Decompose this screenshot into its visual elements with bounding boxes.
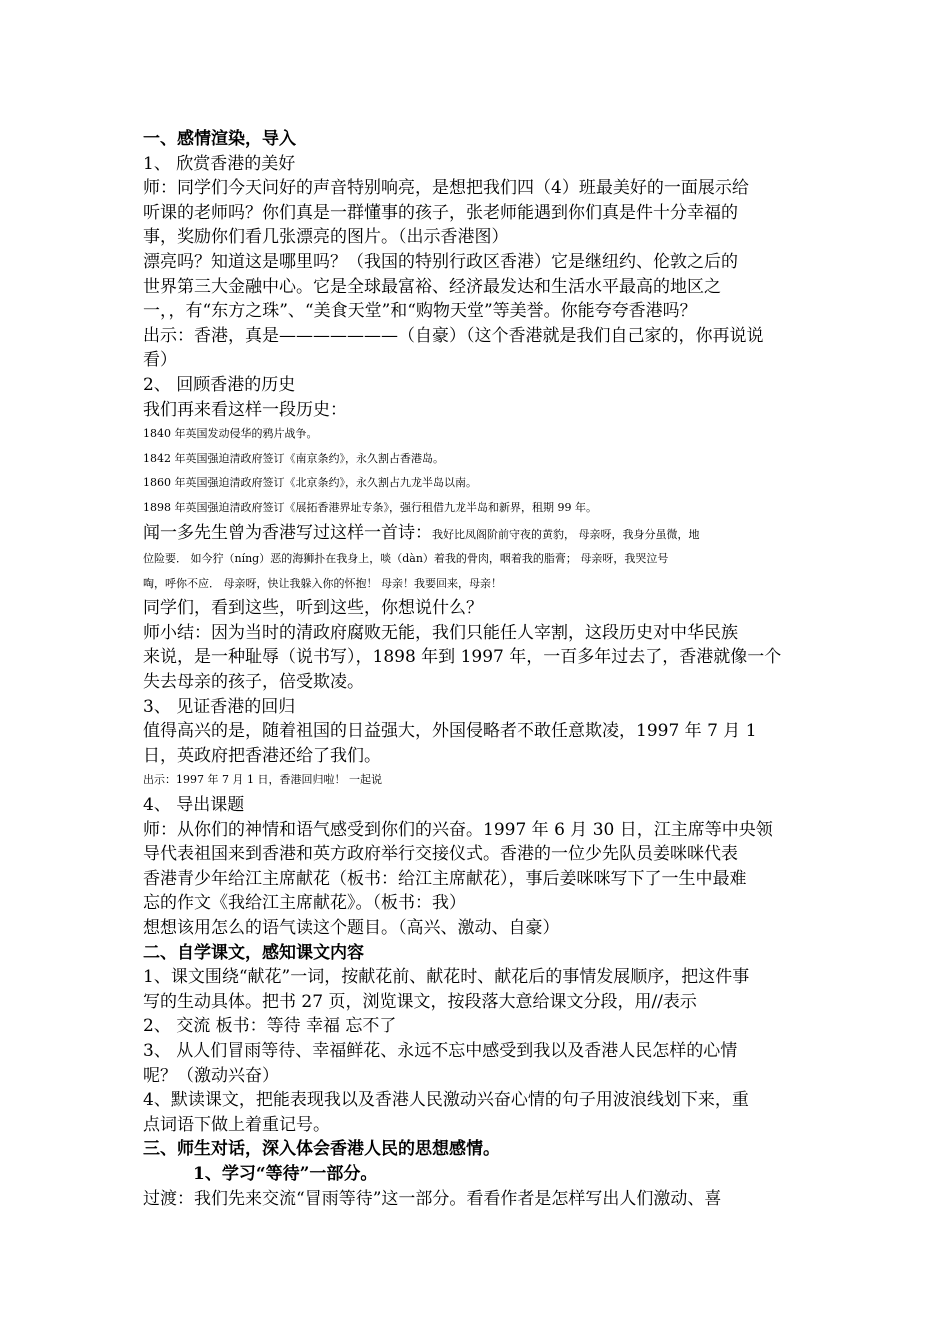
line-text: 闻一多先生曾为香港写过这样一首诗：: [143, 522, 432, 543]
text-line: 一，，有“东方之珠”、“美食天堂”和“购物天堂”等美誉。你能夸夸香港吗？: [143, 301, 697, 322]
document-page: [143, 127, 813, 1211]
text-line: 日，英政府把香港还给了我们。: [143, 745, 381, 766]
text-line: 事，奖励你们看几张漂亮的图片。（出示香港图）: [143, 227, 509, 248]
section-heading: 三、师生对话，深入体会香港人民的思想感情。: [143, 1139, 500, 1160]
text-line: 我们再来看这样一段历史：: [143, 399, 347, 420]
text-line: 同学们，看到这些，听到这些，你想说什么？: [143, 598, 483, 619]
text-line: [143, 521, 813, 548]
text-line: 1、课文围绕“献花”一词，按献花前、献花时、献花后的事情发展顺序，把这件事: [143, 967, 750, 988]
text-line: 导代表祖国来到香港和英方政府举行交接仪式。香港的一位少先队员姜咪咪代表: [143, 844, 738, 865]
text-line: 听课的老师吗？你们真是一群懂事的孩子，张老师能遇到你们真是件十分幸福的: [143, 202, 738, 223]
small-text-line: 1898 年英国强迫清政府签订《展拓香港界址专条》，强行租借九龙半岛和新界，租期 99 年。: [143, 500, 597, 514]
section-heading: 一、感情渲染，导入: [143, 129, 296, 149]
text-line: 师：从你们的神情和语气感受到你们的兴奋。1997 年 6 月 30 日，江主席等中央领: [143, 819, 773, 840]
text-line: 忘的作文《我给江主席献花》。（板书：我）: [143, 893, 466, 914]
text-line: 出示：香港，真是———————（自豪）（这个香港就是我们自己家的，你再说说: [143, 325, 764, 346]
text-line: 呢？（激动兴奋）: [143, 1065, 279, 1086]
text-line: 写的生动具体。把书 27 页，浏览课文，按段落大意给课文分段，用//表示: [143, 991, 697, 1012]
text-line: 过渡：我们先来交流“冒雨等待”这一部分。看看作者是怎样写出人们激动、喜: [143, 1188, 722, 1209]
small-text-line: 位险要． 如今狞（níng）恶的海狮扑在我身上，啖（dàn）着我的骨肉，咽着我的脂膏； 母亲呀，我哭泣号: [143, 552, 669, 566]
text-line: 师小结：因为当时的清政府腐败无能，我们只能任人宰割，这段历史对中华民族: [143, 622, 738, 643]
text-line: 3、 从人们冒雨等待、幸福鲜花、永远不忘中感受到我以及香港人民怎样的心情: [143, 1040, 738, 1061]
text-line: 4、默读课文，把能表现我以及香港人民激动兴奋心情的句子用波浪线划下来，重: [143, 1090, 749, 1111]
text-line: 1、 欣赏香港的美好: [143, 153, 296, 174]
small-text-line: 出示：1997 年 7 月 1 日，香港回归啦！ 一起说: [143, 773, 382, 787]
small-text-line: 1860 年英国强迫清政府签订《北京条约》，永久割占九龙半岛以南。: [143, 476, 477, 490]
text-line: 值得高兴的是，随着祖国的日益强大，外国侵略者不敢任意欺凌，1997 年 7 月 1: [143, 721, 757, 742]
text-line: 点词语下做上着重记号。: [143, 1114, 330, 1135]
section-heading: 二、自学课文，感知课文内容: [143, 942, 364, 963]
text-line: 来说，是一种耻辱（说书写），1898 年到 1997 年，一百多年过去了，香港就像一个: [143, 647, 782, 668]
poem-text: 我好比凤阁阶前守夜的黄豹， 母亲呀，我身分虽微，地: [432, 527, 700, 541]
text-line: 香港青少年给江主席献花（板书：给江主席献花），事后姜咪咪写下了一生中最难: [143, 868, 747, 889]
text-line: 4、 导出课题: [143, 795, 245, 816]
subsection-heading: 1、学习“等待”一部分。: [193, 1163, 378, 1184]
text-line: 漂亮吗？知道这是哪里吗？（我国的特别行政区香港）它是继纽约、伦敦之后的: [143, 251, 738, 272]
small-text-line: 啕，呼你不应． 母亲呀，快让我躲入你的怀抱！ 母亲！我要回来，母亲！: [143, 576, 502, 590]
small-text-line: 1842 年英国强迫清政府签订《南京条约》，永久割占香港岛。: [143, 451, 444, 465]
text-line: 师：同学们今天问好的声音特别响亮，是想把我们四（4）班最美好的一面展示给: [143, 178, 749, 199]
text-line: 2、 交流 板书：等待 幸福 忘不了: [143, 1016, 397, 1037]
text-line: 想想该用怎么的语气读这个题目。（高兴、激动、自豪）: [143, 918, 560, 938]
small-text-line: 1840 年英国发动侵华的鸦片战争。: [143, 427, 318, 441]
text-line: 看）: [143, 350, 177, 371]
text-line: 世界第三大金融中心。它是全球最富裕、经济最发达和生活水平最高的地区之: [143, 276, 721, 297]
text-line: 失去母亲的孩子，倍受欺凌。: [143, 672, 364, 693]
text-line: 2、 回顾香港的历史: [143, 374, 296, 395]
text-line: 3、 见证香港的回归: [143, 696, 296, 717]
